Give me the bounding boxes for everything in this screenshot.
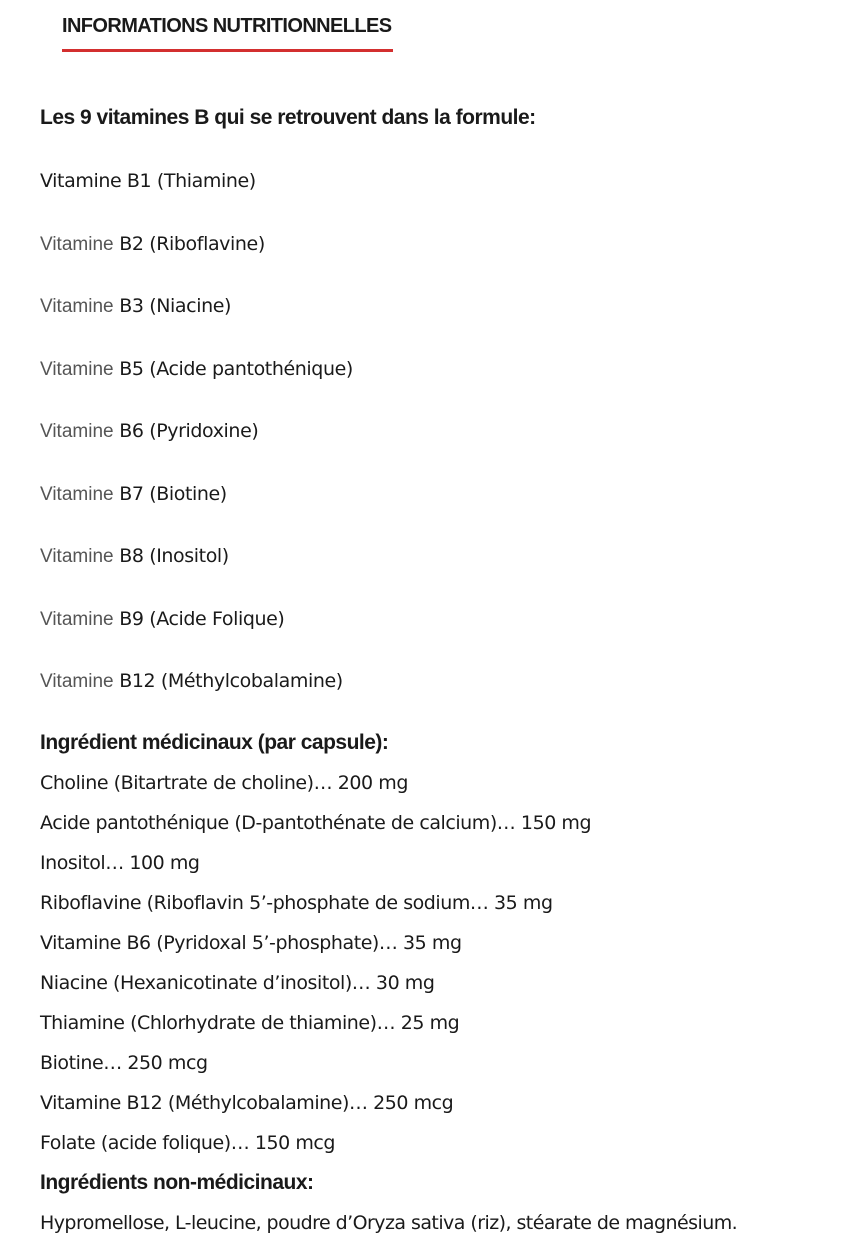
vitamin-detail: B2 (Riboflavine) xyxy=(113,232,265,255)
list-item: Acide pantothénique (D-pantothénate de calcium)… 150 mg xyxy=(40,812,592,834)
list-item xyxy=(40,604,353,667)
vitamin-word: Vitamine xyxy=(40,608,114,630)
vitamin-word: Vitamine xyxy=(40,546,114,567)
list-item: Riboflavine (Riboflavin 5’-phosphate de sodium… 35 mg xyxy=(40,892,553,914)
vitamin-detail: B12 (Méthylcobalamine) xyxy=(113,670,343,692)
list-item xyxy=(40,479,353,542)
vitamin-detail: B5 (Acide pantothénique) xyxy=(113,357,353,380)
tab-label: INFORMATIONS NUTRITIONNELLES xyxy=(62,15,392,37)
vitamin-list xyxy=(40,166,353,729)
vitamin-word: Vitamine xyxy=(40,358,114,380)
nonmedicinal-heading: Ingrédients non-médicinaux: xyxy=(40,1171,314,1194)
medicinal-heading: Ingrédient médicinaux (par capsule): xyxy=(40,731,389,754)
list-item xyxy=(40,166,353,229)
vitamin-detail: B8 (Inositol) xyxy=(113,545,229,567)
vitamin-word: Vitamine xyxy=(40,421,114,442)
vitamin-word: Vitamine xyxy=(40,233,114,255)
list-item: Choline (Bitartrate de choline)… 200 mg xyxy=(40,772,408,794)
vitamin-word: Vitamine xyxy=(40,671,114,692)
list-item: Inositol… 100 mg xyxy=(40,852,200,874)
vitamins-heading: Les 9 vitamines B qui se retrouvent dans la formule: xyxy=(40,106,536,129)
vitamin-detail: B6 (Pyridoxine) xyxy=(113,420,259,442)
list-item: Thiamine (Chlorhydrate de thiamine)… 25 mg xyxy=(40,1012,460,1034)
vitamin-detail: B9 (Acide Folique) xyxy=(113,607,285,630)
list-item xyxy=(40,354,353,417)
vitamin-word: Vitamine xyxy=(40,483,114,505)
list-item xyxy=(40,416,353,479)
list-item xyxy=(40,229,353,292)
list-item: Niacine (Hexanicotinate d’inositol)… 30 mg xyxy=(40,972,435,994)
list-item xyxy=(40,666,353,729)
list-item xyxy=(40,291,353,354)
list-item xyxy=(40,541,353,604)
vitamin-detail: B3 (Niacine) xyxy=(113,295,232,317)
vitamin-word: Vitamine xyxy=(40,170,122,192)
vitamin-detail: B7 (Biotine) xyxy=(113,482,227,505)
list-item: Folate (acide folique)… 150 mcg xyxy=(40,1132,336,1154)
vitamin-word: Vitamine xyxy=(40,296,114,317)
tab-nutrition-info[interactable] xyxy=(62,12,393,52)
vitamin-detail: B1 (Thiamine) xyxy=(121,170,256,192)
list-item: Vitamine B6 (Pyridoxal 5’-phosphate)… 35 mg xyxy=(40,932,462,954)
medicinal-ingredient-list xyxy=(40,769,591,1169)
nonmedicinal-ingredients-text: Hypromellose, L-leucine, poudre d’Oryza sativa (riz), stéarate de magnésium. xyxy=(40,1212,738,1234)
list-item: Vitamine B12 (Méthylcobalamine)… 250 mcg xyxy=(40,1092,454,1114)
list-item: Biotine… 250 mcg xyxy=(40,1052,208,1074)
